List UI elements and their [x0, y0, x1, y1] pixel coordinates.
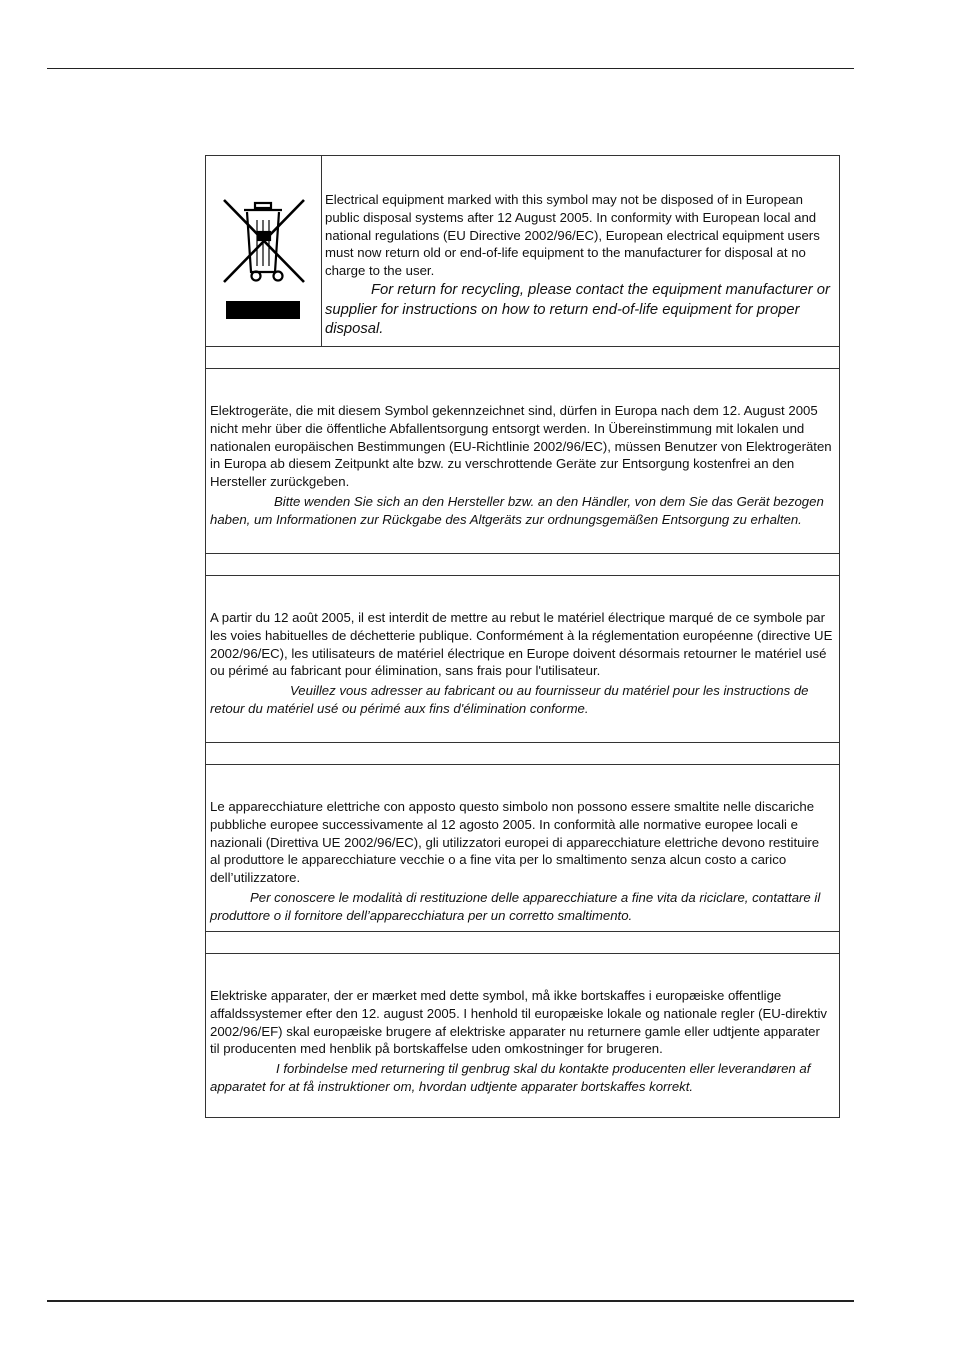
header-rule [47, 68, 854, 69]
weee-symbol-cell [206, 156, 322, 346]
danish-note: I forbindelse med returnering til genbrug skal du kontakte producenten eller leverandøren af apparatet for at få instruktioner om, hvordan udtjente apparater bortskaffes korrekt. [210, 1061, 811, 1094]
italian-body: Le apparecchiature elettriche con apposto questo simbolo non possono essere smaltite nelle discariche pubbliche europee successivamente al 12 agosto 2005. In conformità alle normative europee locali e nazionali (Direttiva UE 2002/96/EC), gli utilizzatori europei di apparecchiature elettriche devono restituire al produttore le apparecchiature vecchie o a fine vita per lo smaltimento senza alcun costo a carico dell’utilizzatore. [210, 799, 820, 886]
footer-rule [47, 1300, 854, 1302]
danish-body: Elektriske apparater, der er mærket med dette symbol, må ikke bortskaffes i europæiske offentlige affaldssystemer efter den 12. august 2005. I henhold til europæiske lokale og nationale regler (EU-direktiv 2002/96/EF) skal europæiske brugere af elektriske apparater nu returnere gamle eller udtjente apparater til producenten med henblik på bortskaffelse uden omkostninger for brugeren. [210, 988, 827, 1057]
spacer-row [206, 346, 839, 368]
italian-text-cell [210, 798, 833, 925]
german-body: Elektrogeräte, die mit diesem Symbol gekennzeichnet sind, dürfen in Europa nach dem 12. August 2005 nicht mehr über die öffentliche Abfallentsorgung entsorgt werden. In Übereinstimmung mit lokalen und nationalen europäischen Bestimmungen (EU-Richtlinie 2002/96/EC), müssen Benutzer von Elektrogeräten in Europa ab diesem Zeitpunkt alte bzw. zu verschrottende Geräte zur Entsorgung kostenfrei an den Hersteller zurückgeben. [210, 403, 832, 490]
section-english [206, 156, 839, 346]
french-body: A partir du 12 août 2005, il est interdit de mettre au rebut le matériel électrique marqué de ce symbole par les voies habituelles de déchetterie publique. Conformément à la réglementation européenne (directive UE 2002/96/EC), les utilisateurs de matériel électrique en Europe doivent désormais retourner le matériel usé ou périmé au fabricant pour élimination, sans frais pour l'utilisateur. [210, 610, 833, 679]
english-note: For return for recycling, please contact the equipment manufacturer or supplier for instructions on how to return end-of-life equipment for proper disposal. [325, 281, 830, 338]
section-german [206, 368, 839, 553]
english-text-cell [325, 191, 833, 340]
french-text-cell [210, 609, 833, 718]
danish-text-cell [210, 987, 833, 1096]
french-note: Veuillez vous adresser au fabricant ou au fournisseur du matériel pour les instructions de retour du matériel usé ou périmé aux fins d'élimination conforme. [210, 683, 809, 716]
spacer-row [206, 931, 839, 953]
weee-notice-table [205, 155, 840, 1118]
section-french [206, 575, 839, 742]
italian-note: Per conoscere le modalità di restituzione delle apparecchiature a fine vita da riciclare, contattare il produttore o il fornitore dell’apparecchiatura per un corretto smaltimento. [210, 889, 821, 923]
section-italian [206, 764, 839, 931]
crossed-out-bin-icon [220, 196, 308, 286]
weee-symbol-bar [226, 301, 300, 319]
spacer-row [206, 553, 839, 575]
english-body: Electrical equipment marked with this symbol may not be disposed of in European public disposal systems after 12 August 2005. In conformity with European local and national regulations (EU Directive 2002/96/EC), European electrical equipment users must now return old or end-of-life equipment to the manufacturer for disposal at no charge to the user. [325, 192, 820, 279]
section-danish [206, 953, 839, 1117]
german-text-cell [210, 402, 833, 529]
german-note: Bitte wenden Sie sich an den Hersteller bzw. an den Händler, von dem Sie das Gerät bezogen haben, um Informationen zur Rückgabe des Altgeräts zur ordnungsgemäßen Entsorgung zu erhalten. [210, 493, 824, 527]
spacer-row [206, 742, 839, 764]
